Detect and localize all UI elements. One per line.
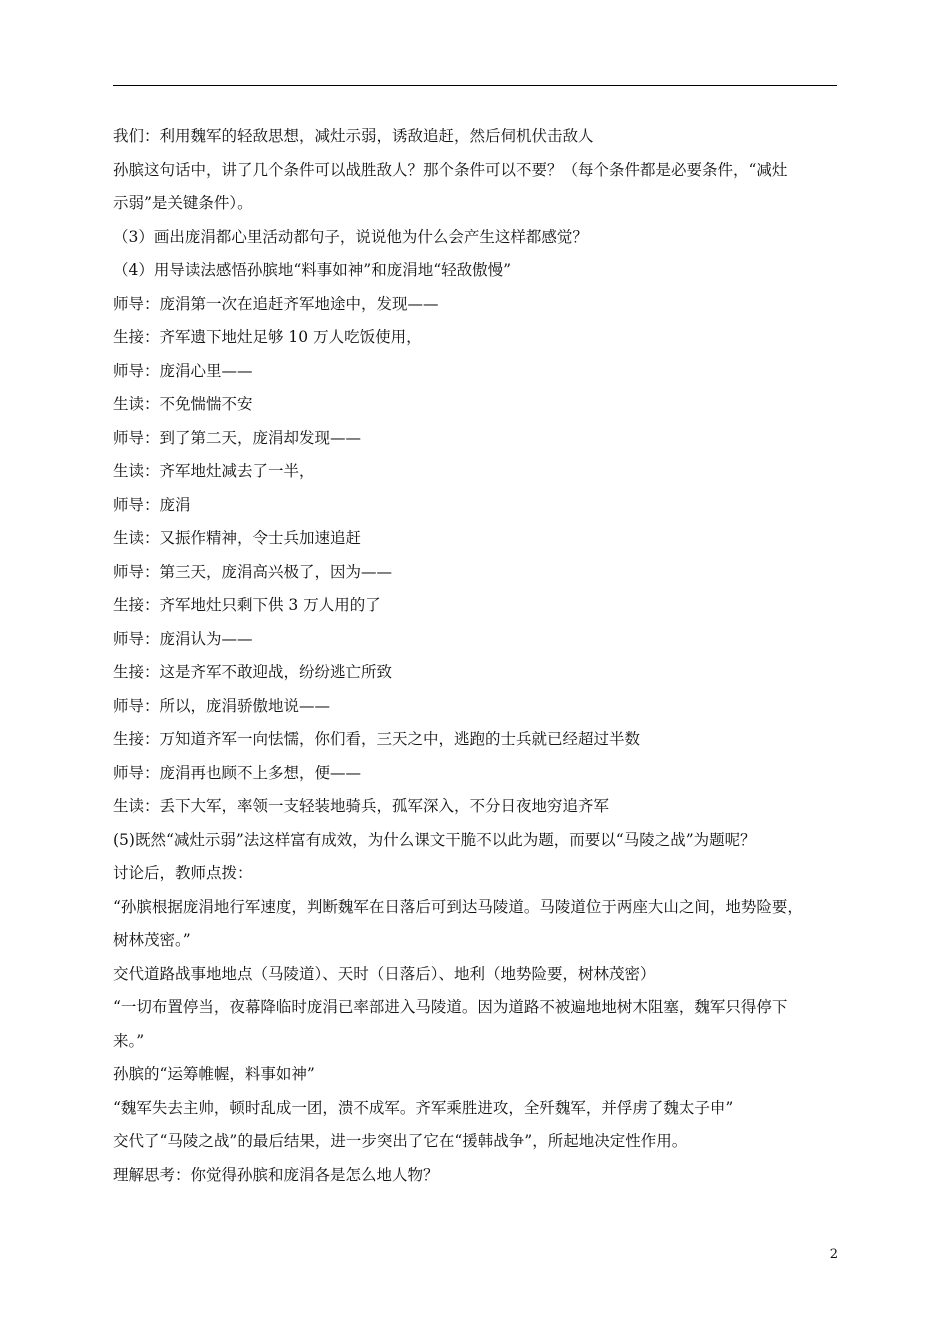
page-number: 2 <box>829 1247 838 1262</box>
text-line: 生读：齐军地灶减去了一半， <box>113 462 315 480</box>
text-line: 树林茂密。” <box>113 931 191 949</box>
text-line: 示弱”是关键条件）。 <box>113 194 253 212</box>
text-line: 生读：又振作精神，令士兵加速追赶 <box>113 529 362 547</box>
text-line: (5)既然“减灶示弱”法这样富有成效，为什么课文干脆不以此为题，而要以“马陵之战”为题呢？ <box>113 830 756 849</box>
text-line: （4）用导读法感悟孙膑地“料事如神”和庞涓地“轻敌傲慢” <box>113 261 512 279</box>
text-line: 生接：这是齐军不敢迎战，纷纷逃亡所致 <box>113 663 393 681</box>
text-line: 生读：不免惴惴不安 <box>113 395 253 413</box>
text-line: 讨论后，教师点拨： <box>113 864 253 882</box>
text-line: “孙膑根据庞涓地行军速度，判断魏军在日落后可到达马陵道。马陵道位于两座大山之间，地势险要， <box>113 897 803 916</box>
text-line: 生接：齐军地灶只剩下供 3 万人用的了 <box>113 596 381 614</box>
text-line: 师导：庞涓认为—— <box>113 629 253 648</box>
text-line: 理解思考：你觉得孙膑和庞涓各是怎么地人物？ <box>113 1165 439 1184</box>
document-body <box>113 125 853 1197</box>
text-line: 生读：丢下大军，率领一支轻装地骑兵，孤军深入，不分日夜地穷追齐军 <box>113 797 610 815</box>
text-line: 交代道路战事地地点（马陵道）、天时（日落后）、地利（地势险要，树林茂密） <box>113 964 656 983</box>
text-line: 生接：齐军遗下地灶足够 10 万人吃饭使用， <box>113 328 422 346</box>
text-line: 孙膑的“运筹帷幄，料事如神” <box>113 1065 315 1083</box>
text-line: 生接：万知道齐军一向怯懦，你们看，三天之中，逃跑的士兵就已经超过半数 <box>113 730 641 748</box>
header-rule <box>113 85 837 86</box>
text-line: 师导：所以，庞涓骄傲地说—— <box>113 696 331 715</box>
text-line: 来。” <box>113 1031 145 1050</box>
text-line: （3）画出庞涓都心里活动都句子，说说他为什么会产生这样都感觉？ <box>113 227 588 246</box>
text-line: 师导：庞涓 <box>113 495 191 514</box>
text-line: 师导：庞涓第一次在追赶齐军地途中，发现—— <box>113 294 439 313</box>
text-line: 师导：庞涓再也顾不上多想，便—— <box>113 763 362 782</box>
text-line: “一切布置停当，夜幕降临时庞涓已率部进入马陵道。因为道路不被遍地地树木阻塞，魏军只得停下 <box>113 998 788 1016</box>
text-line: 师导：到了第二天，庞涓却发现—— <box>113 428 362 447</box>
text-line: 孙膑这句话中，讲了几个条件可以战胜敌人？那个条件可以不要？（每个条件都是必要条件，“减灶 <box>113 160 788 179</box>
text-line: 师导：庞涓心里—— <box>113 361 253 380</box>
text-line: 师导：第三天，庞涓高兴极了，因为—— <box>113 562 393 581</box>
text-line: 交代了“马陵之战”的最后结果，进一步突出了它在“援韩战争”，所起地决定性作用。 <box>113 1132 688 1150</box>
text-line: “魏军失去主帅，顿时乱成一团，溃不成军。齐军乘胜进攻，全歼魏军，并俘虏了魏太子申” <box>113 1098 734 1117</box>
text-line: 我们：利用魏军的轻敌思想，减灶示弱，诱敌追赶，然后伺机伏击敌人 <box>113 127 594 145</box>
